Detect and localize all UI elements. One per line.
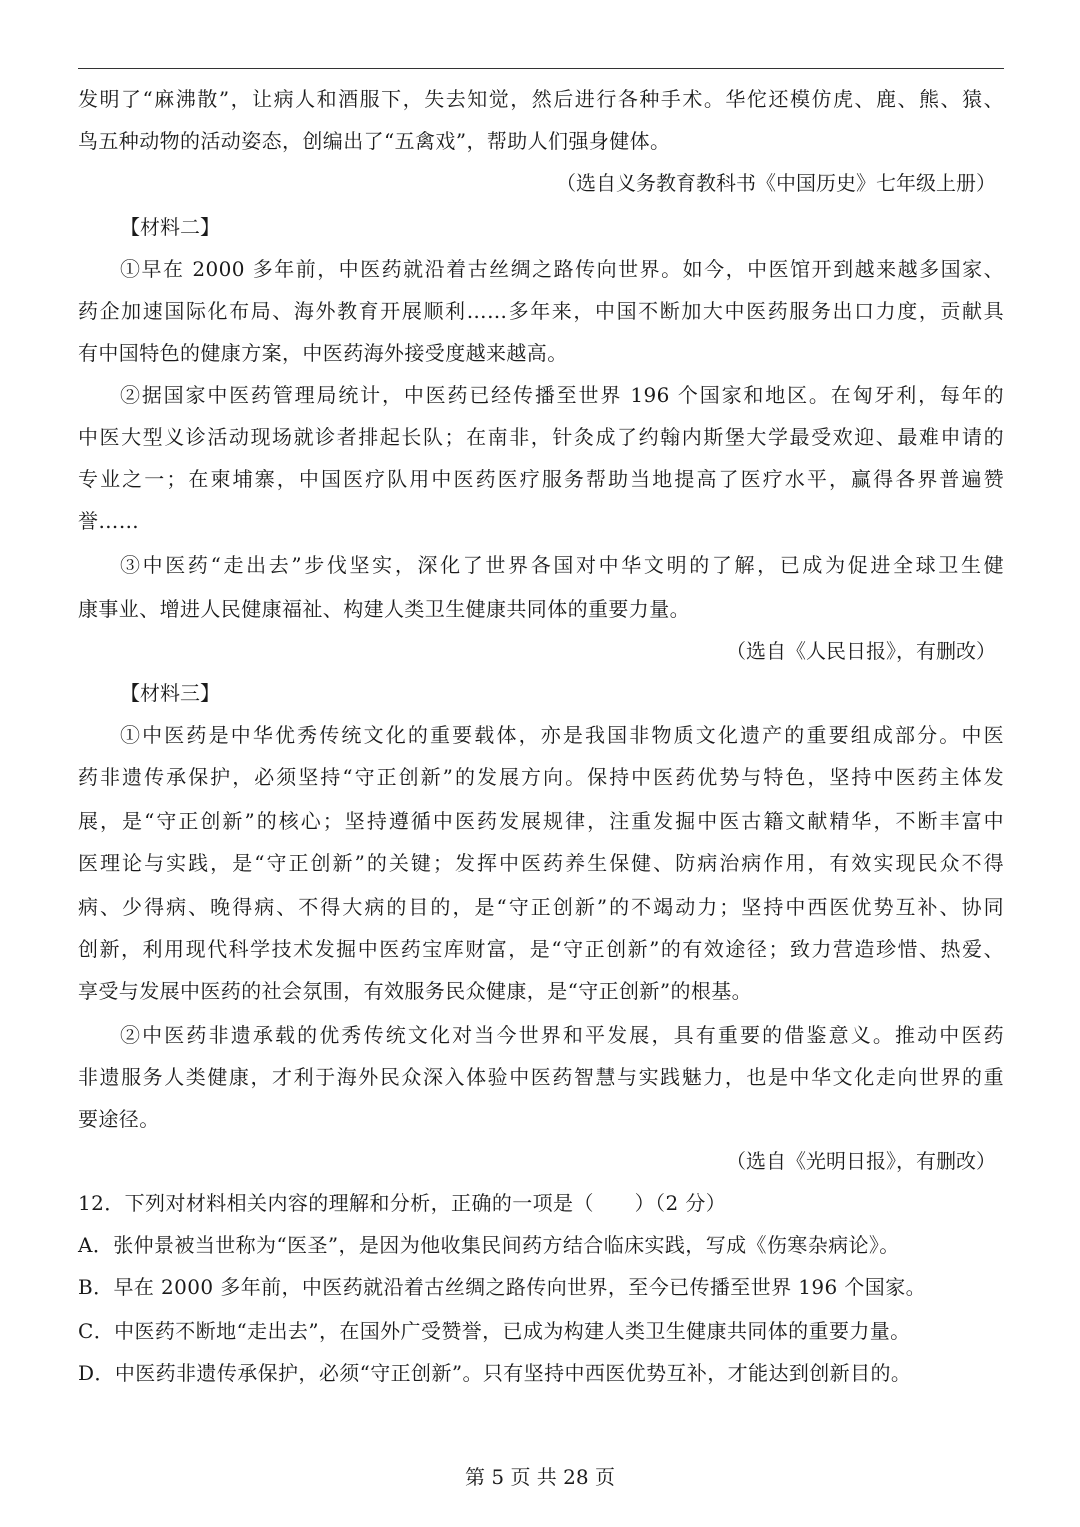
intro-line: 发明了“麻沸散”，让病人和酒服下，失去知觉，然后进行各种手术。华佗还模仿虎、鹿、熊、猿、 <box>78 87 1004 111</box>
source-citation: （选自《光明日报》，有删改） <box>726 1149 996 1173</box>
paragraph-line: 誉…… <box>78 509 140 533</box>
source-citation: （选自义务教育教科书《中国历史》七年级上册） <box>556 171 996 195</box>
intro-line: 鸟五种动物的活动姿态，创编出了“五禽戏”，帮助人们强身健体。 <box>78 129 671 153</box>
section-heading-material-3: 【材料三】 <box>120 681 220 705</box>
paragraph-line: 有中国特色的健康方案，中医药海外接受度越来越高。 <box>78 341 568 365</box>
paragraph-line: 享受与发展中医药的社会氛围，有效服务民众健康，是“守正创新”的根基。 <box>78 979 753 1003</box>
paragraph-line: 专业之一；在柬埔寨，中国医疗队用中医药医疗服务帮助当地提高了医疗水平，赢得各界普遍赞 <box>78 467 1004 491</box>
paragraph-line: 非遗服务人类健康，才利于海外民众深入体验中医药智慧与实践魅力，也是中华文化走向世界的重 <box>78 1065 1004 1089</box>
paragraph-line: 要途径。 <box>78 1107 160 1131</box>
paragraph-line: ①早在 2000 多年前，中医药就沿着古丝绸之路传向世界。如今，中医馆开到越来越多国家、 <box>120 257 1004 281</box>
question-option-b: B．早在 2000 多年前，中医药就沿着古丝绸之路传向世界，至今已传播至世界 196 个国家。 <box>78 1275 926 1299</box>
paragraph-line: 药非遗传承保护，必须坚持“守正创新”的发展方向。保持中医药优势与特色，坚持中医药主体发 <box>78 765 1004 789</box>
paragraph-line: ②据国家中医药管理局统计，中医药已经传播至世界 196 个国家和地区。在匈牙利，每年的 <box>120 383 1004 407</box>
question-option-c: C．中医药不断地“走出去”，在国外广受赞誉，已成为构建人类卫生健康共同体的重要力量。 <box>78 1319 911 1343</box>
paragraph-line: 展，是“守正创新”的核心；坚持遵循中医药发展规律，注重发掘中医古籍文献精华，不断丰富中 <box>78 809 1004 833</box>
paragraph-line: ③中医药“走出去”步伐坚实，深化了世界各国对中华文明的了解，已成为促进全球卫生健 <box>120 553 1004 577</box>
question-option-a: A．张仲景被当世称为“医圣”，是因为他收集民间药方结合临床实践，写成《伤寒杂病论》。 <box>78 1233 900 1257</box>
paragraph-line: 创新，利用现代科学技术发掘中医药宝库财富，是“守正创新”的有效途径；致力营造珍惜、热爱、 <box>78 937 1004 961</box>
paragraph-line: 药企加速国际化布局、海外教育开展顺利……多年来，中国不断加大中医药服务出口力度，贡献具 <box>78 299 1004 323</box>
question-stem: 12．下列对材料相关内容的理解和分析，正确的一项是（ ）（2 分） <box>78 1191 727 1215</box>
source-citation: （选自《人民日报》，有删改） <box>726 639 996 663</box>
header-rule <box>78 68 1004 69</box>
section-heading-material-2: 【材料二】 <box>120 215 220 239</box>
paragraph-line: 病、少得病、晚得病、不得大病的目的，是“守正创新”的不竭动力；坚持中西医优势互补、协同 <box>78 895 1004 919</box>
paragraph-line: ②中医药非遗承载的优秀传统文化对当今世界和平发展，具有重要的借鉴意义。推动中医药 <box>120 1023 1004 1047</box>
paragraph-line: 康事业、增进人民健康福祉、构建人类卫生健康共同体的重要力量。 <box>78 597 690 621</box>
paragraph-line: 医理论与实践，是“守正创新”的关键；发挥中医药养生保健、防病治病作用，有效实现民众不得 <box>78 851 1004 875</box>
paragraph-line: ①中医药是中华优秀传统文化的重要载体，亦是我国非物质文化遗产的重要组成部分。中医 <box>120 723 1004 747</box>
page-number: 第 5 页 共 28 页 <box>465 1465 615 1489</box>
question-option-d: D．中医药非遗传承保护，必须“守正创新”。只有坚持中西医优势互补，才能达到创新目的。 <box>78 1361 912 1385</box>
paragraph-line: 中医大型义诊活动现场就诊者排起长队；在南非，针灸成了约翰内斯堡大学最受欢迎、最难申请的 <box>78 425 1004 449</box>
